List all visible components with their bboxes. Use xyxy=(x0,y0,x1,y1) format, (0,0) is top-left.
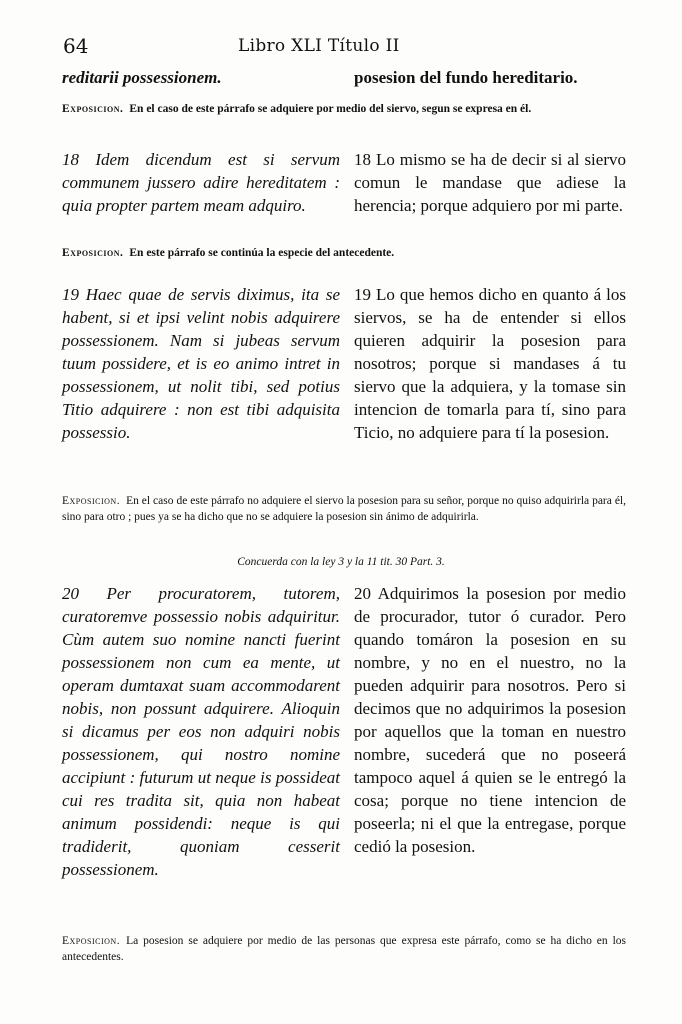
exposicion-label: Exposicion. xyxy=(62,247,124,259)
exposicion-text: En el caso de este párrafo no adquiere el siervo la posesion para su señor, porque no quiso adquirirla para él, sino para otro ; pues ya se ha dicho que no se adquiere la posesion sin ánimo de adquirirla. xyxy=(62,495,626,523)
exposicion-note-1 xyxy=(62,101,626,117)
spanish-paragraph-18: 18 Lo mismo se ha de decir si al siervo comun le mandase que adiese la herencia; porque adquiero por mi parte. xyxy=(354,150,626,215)
page-number: 64 xyxy=(63,34,89,58)
exposicion-label: Exposicion. xyxy=(62,495,121,507)
spanish-paragraph-20: 20 Adquirimos la posesion por medio de procurador, tutor ó curador. Pero quando tomáron la posesion en su nombre, y no en el nuestro, no la pueden adquirir para nosotros. Pero si decimos que no adquirimos la posesion por aquellos que la toman en nuestro nombre, sucederá que no poseerá tampoco aquel á quien se le entregó la cosa; porque no tiene intencion de poseerla; ni el que la entregase, porque cedió la posesion. xyxy=(354,584,626,856)
latin-paragraph-18: 18 Idem dicendum est si servum communem jussero adire hereditatem : quia propter partem meam adquiro. xyxy=(62,150,340,215)
concordance-note: Concuerda con la ley 3 y la 11 tit. 30 Part. 3. xyxy=(237,556,445,568)
latin-fragment: reditarii possessionem. xyxy=(62,68,222,87)
spanish-fragment: posesion del fundo hereditario. xyxy=(354,68,578,87)
latin-paragraph-19: 19 Haec quae de servis diximus, ita se habent, si et ipsi velint nobis adquirere possessionem. Nam si jubeas servum tuum possidere, et is eo animo intret in possessionem, ut nolit tibi, sed potius Titio adquirere : non est tibi adquisita possessio. xyxy=(62,285,340,442)
exposicion-text: En este párrafo se continúa la especie del antecedente. xyxy=(129,247,395,259)
exposicion-label: Exposicion. xyxy=(62,103,124,115)
exposicion-label: Exposicion. xyxy=(62,935,121,947)
exposicion-text: La posesion se adquiere por medio de las personas que expresa este párrafo, como se ha dicho en los antecedentes. xyxy=(62,935,626,963)
exposicion-note-2 xyxy=(62,245,626,261)
exposicion-text: En el caso de este párrafo se adquiere por medio del siervo, segun se expresa en él. xyxy=(129,103,532,115)
exposicion-note-3 xyxy=(62,493,626,525)
spanish-paragraph-19: 19 Lo que hemos dicho en quanto á los siervos, se ha de entender si ellos quieren adquirir la posesion para nosotros; porque si mandases á tu siervo que la adquiera, y la tomase sin intencion de tomarla para tí, sino para Ticio, no adquiere para tí la posesion. xyxy=(354,285,626,442)
running-header: Libro XLI Título II xyxy=(238,36,400,56)
latin-paragraph-20: 20 Per procuratorem, tutorem, curatoremve possessio nobis adquiritur. Cùm autem suo nomine nancti fuerint possessionem non cum ea mente, ut operam dumtaxat suam accommodarent nobis, non possunt adquirere. Alioquin si dicamus per eos non adquiri nobis possessionem, qui nostro nomine accipiunt : futurum ut neque is possideat cui res tradita sit, quia non habeat animum possidendi: neque is qui tradiderit, quoniam cesserit possessionem. xyxy=(62,584,340,879)
exposicion-note-4 xyxy=(62,933,626,965)
